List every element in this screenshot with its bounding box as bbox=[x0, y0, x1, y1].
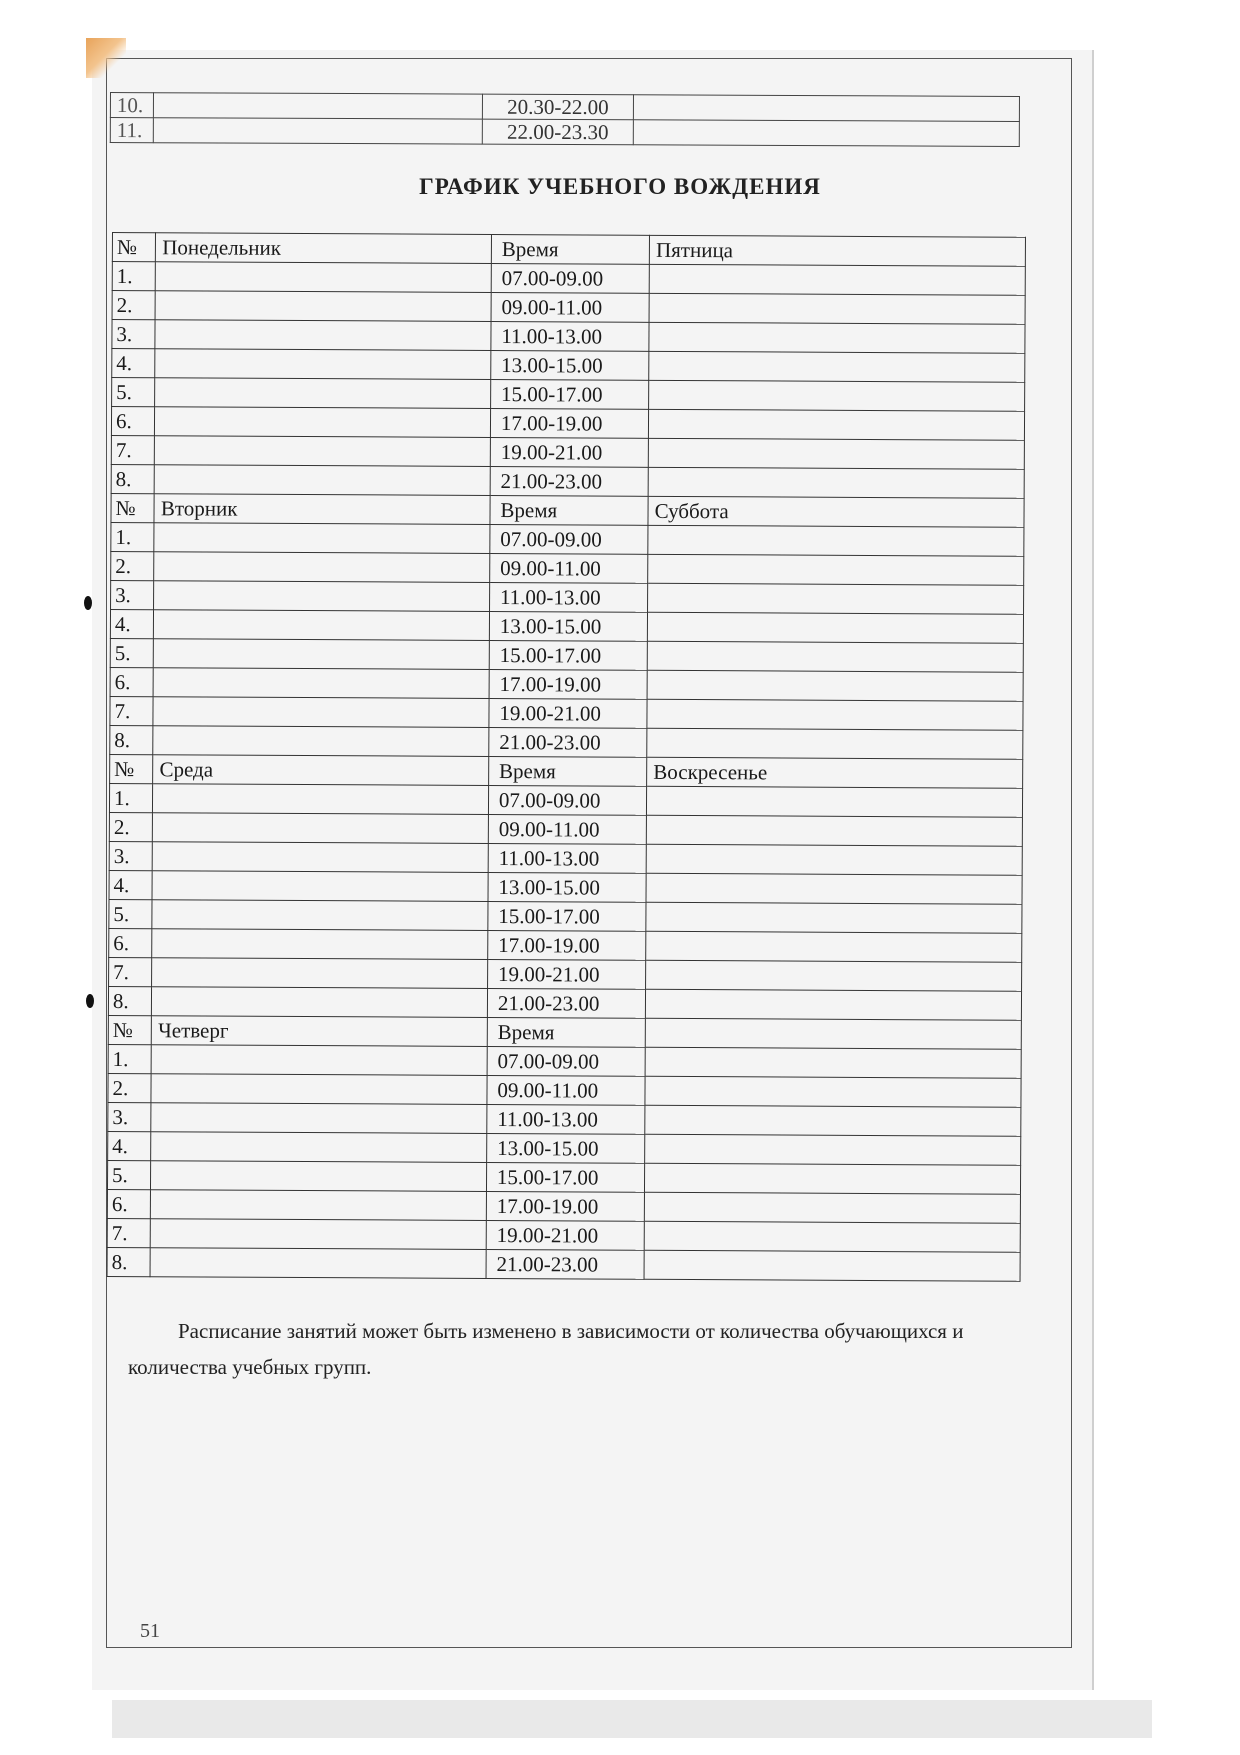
time-header: Время bbox=[487, 1017, 645, 1047]
time-cell: 07.00-09.00 bbox=[487, 1046, 645, 1076]
time-cell: 15.00-17.00 bbox=[490, 379, 648, 409]
row-number: 6. bbox=[107, 1189, 150, 1218]
schedule-cell bbox=[152, 929, 488, 960]
schedule-cell bbox=[152, 842, 488, 873]
schedule-cell bbox=[153, 726, 489, 757]
row-number: 8. bbox=[107, 1247, 150, 1276]
schedule-cell bbox=[155, 320, 491, 351]
day-label: Воскресенье bbox=[647, 757, 1023, 788]
schedule-cell bbox=[645, 1105, 1021, 1136]
table-row bbox=[107, 1160, 1020, 1194]
row-number: 1. bbox=[108, 1044, 151, 1073]
time-cell: 21.00-23.00 bbox=[490, 466, 648, 496]
row-number: 5. bbox=[112, 378, 155, 407]
schedule-cell bbox=[151, 1132, 487, 1163]
schedule-cell bbox=[152, 987, 488, 1018]
row-number: 1. bbox=[109, 783, 152, 812]
schedule-cell bbox=[151, 1190, 487, 1221]
schedule-cell bbox=[645, 1047, 1021, 1078]
table-row bbox=[111, 407, 1024, 441]
row-number: 6. bbox=[111, 407, 154, 436]
day-label: Понедельник bbox=[156, 233, 492, 264]
table-row bbox=[108, 1073, 1021, 1107]
schedule-cell bbox=[649, 409, 1025, 440]
time-cell: 11.00-13.00 bbox=[487, 1104, 645, 1134]
table-row bbox=[112, 320, 1025, 354]
schedule-cell bbox=[648, 554, 1024, 585]
schedule-cell bbox=[649, 293, 1025, 324]
time-cell: 22.00-23.30 bbox=[482, 119, 633, 145]
page-number: 51 bbox=[140, 1620, 160, 1642]
schedule-cell bbox=[153, 813, 489, 844]
day-label bbox=[645, 1018, 1021, 1049]
schedule-cell bbox=[155, 291, 491, 322]
time-cell: 09.00-11.00 bbox=[488, 814, 646, 844]
number-header: № bbox=[108, 1015, 151, 1044]
time-cell: 07.00-09.00 bbox=[488, 785, 646, 815]
table-row bbox=[109, 841, 1022, 875]
schedule-cell bbox=[646, 844, 1022, 875]
schedule-cell bbox=[151, 1045, 487, 1076]
table-row bbox=[108, 1131, 1021, 1165]
number-header: № bbox=[112, 233, 155, 262]
table-row bbox=[108, 1102, 1021, 1136]
schedule-cell bbox=[645, 1163, 1021, 1194]
table-row bbox=[111, 580, 1024, 614]
time-header: Время bbox=[491, 234, 649, 264]
time-cell: 07.00-09.00 bbox=[491, 263, 649, 293]
time-cell: 21.00-23.00 bbox=[487, 988, 645, 1018]
schedule-cell bbox=[649, 322, 1025, 353]
schedule-cell bbox=[155, 436, 491, 467]
row-number: 2. bbox=[108, 1073, 151, 1102]
table-row bbox=[111, 464, 1024, 498]
schedule-cell bbox=[649, 264, 1025, 295]
schedule-cell bbox=[153, 118, 482, 144]
schedule-cell bbox=[633, 120, 1019, 147]
day-label: Суббота bbox=[648, 496, 1024, 527]
day-header-row bbox=[112, 233, 1025, 267]
binding-hole bbox=[84, 596, 92, 610]
row-number: 1. bbox=[111, 522, 154, 551]
schedule-cell bbox=[155, 349, 491, 380]
table-row bbox=[109, 899, 1022, 933]
row-number: 3. bbox=[111, 580, 154, 609]
time-cell: 13.00-15.00 bbox=[489, 611, 647, 641]
time-cell: 11.00-13.00 bbox=[488, 843, 646, 873]
schedule-cell bbox=[153, 784, 489, 815]
driving-schedule-table bbox=[107, 232, 1026, 1282]
schedule-cell bbox=[153, 668, 489, 699]
row-number: 3. bbox=[112, 320, 155, 349]
row-number: 1. bbox=[112, 262, 155, 291]
schedule-cell bbox=[647, 728, 1023, 759]
schedule-cell bbox=[645, 1076, 1021, 1107]
table-row bbox=[109, 870, 1022, 904]
time-cell: 13.00-15.00 bbox=[491, 350, 649, 380]
table-row bbox=[111, 435, 1024, 469]
time-cell: 11.00-13.00 bbox=[489, 582, 647, 612]
row-number: 4. bbox=[108, 1131, 151, 1160]
schedule-cell bbox=[647, 641, 1023, 672]
schedule-cell bbox=[151, 1219, 487, 1250]
row-number: 8. bbox=[110, 725, 153, 754]
row-number: 4. bbox=[110, 609, 153, 638]
schedule-cell bbox=[645, 989, 1021, 1020]
binding-hole bbox=[86, 994, 94, 1008]
schedule-cell bbox=[152, 958, 488, 989]
number-header: № bbox=[111, 493, 154, 522]
table-row bbox=[112, 291, 1025, 325]
page-title: ГРАФИК УЧЕБНОГО ВОЖДЕНИЯ bbox=[419, 174, 821, 199]
time-cell: 17.00-19.00 bbox=[489, 669, 647, 699]
schedule-cell bbox=[648, 525, 1024, 556]
row-number: 6. bbox=[109, 928, 152, 957]
table-row bbox=[109, 928, 1022, 962]
table-row bbox=[109, 783, 1022, 817]
time-header: Время bbox=[490, 495, 648, 525]
table-row bbox=[108, 986, 1021, 1020]
schedule-cell bbox=[647, 786, 1023, 817]
row-number: 7. bbox=[110, 696, 153, 725]
schedule-cell bbox=[154, 465, 490, 496]
schedule-cell bbox=[649, 380, 1025, 411]
day-label: Среда bbox=[153, 755, 489, 786]
schedule-cell bbox=[155, 407, 491, 438]
table-row bbox=[112, 262, 1025, 296]
schedule-cell bbox=[152, 900, 488, 931]
schedule-cell bbox=[154, 610, 490, 641]
time-cell: 13.00-15.00 bbox=[488, 872, 646, 902]
previous-table-continuation bbox=[110, 92, 1020, 147]
schedule-cell bbox=[155, 378, 491, 409]
table-row bbox=[108, 1044, 1021, 1078]
time-cell: 15.00-17.00 bbox=[486, 1162, 644, 1192]
day-header-row bbox=[111, 493, 1024, 527]
schedule-cell bbox=[646, 902, 1022, 933]
table-row bbox=[110, 638, 1023, 672]
schedule-cell bbox=[648, 467, 1024, 498]
row-number: 11. bbox=[110, 118, 153, 143]
day-label: Вторник bbox=[154, 494, 490, 525]
schedule-cell bbox=[151, 1074, 487, 1105]
table-row bbox=[109, 812, 1022, 846]
row-number: 3. bbox=[109, 841, 152, 870]
table-row bbox=[110, 667, 1023, 701]
schedule-cell bbox=[633, 95, 1019, 122]
row-number: 7. bbox=[109, 957, 152, 986]
time-cell: 17.00-19.00 bbox=[490, 408, 648, 438]
time-cell: 21.00-23.00 bbox=[486, 1249, 644, 1279]
schedule-cell bbox=[648, 583, 1024, 614]
scan-background bbox=[0, 0, 96, 1755]
folded-corner bbox=[86, 38, 126, 78]
table-row bbox=[110, 118, 1019, 147]
row-number: 4. bbox=[109, 870, 152, 899]
page-edge bbox=[112, 1700, 1152, 1738]
table-row bbox=[107, 1189, 1020, 1223]
row-number: 6. bbox=[110, 667, 153, 696]
table-row bbox=[107, 1247, 1020, 1281]
row-number: 8. bbox=[108, 986, 151, 1015]
time-cell: 09.00-11.00 bbox=[487, 1075, 645, 1105]
table-row bbox=[111, 551, 1024, 585]
row-number: 7. bbox=[111, 435, 154, 464]
time-cell: 13.00-15.00 bbox=[487, 1133, 645, 1163]
schedule-cell bbox=[647, 612, 1023, 643]
number-header: № bbox=[110, 754, 153, 783]
table-row bbox=[109, 957, 1022, 991]
table-row bbox=[110, 609, 1023, 643]
table-row bbox=[110, 696, 1023, 730]
schedule-cell bbox=[152, 871, 488, 902]
schedule-cell bbox=[644, 1192, 1020, 1223]
time-cell: 17.00-19.00 bbox=[486, 1191, 644, 1221]
schedule-cell bbox=[154, 523, 490, 554]
time-cell: 19.00-21.00 bbox=[489, 698, 647, 728]
time-cell: 20.30-22.00 bbox=[482, 94, 633, 120]
day-header-row bbox=[110, 754, 1023, 788]
day-label: Пятница bbox=[649, 235, 1025, 266]
row-number: 2. bbox=[111, 551, 154, 580]
schedule-cell bbox=[644, 1250, 1020, 1281]
row-number: 5. bbox=[110, 638, 153, 667]
table-row bbox=[112, 349, 1025, 383]
schedule-cell bbox=[151, 1103, 487, 1134]
row-number: 2. bbox=[112, 291, 155, 320]
time-cell: 19.00-21.00 bbox=[487, 959, 645, 989]
schedule-cell bbox=[154, 552, 490, 583]
schedule-cell bbox=[154, 581, 490, 612]
time-cell: 17.00-19.00 bbox=[488, 930, 646, 960]
day-header-row bbox=[108, 1015, 1021, 1049]
schedule-cell bbox=[645, 1134, 1021, 1165]
table-row bbox=[112, 378, 1025, 412]
schedule-cell bbox=[156, 262, 492, 293]
time-cell: 19.00-21.00 bbox=[486, 1220, 644, 1250]
time-cell: 07.00-09.00 bbox=[490, 524, 648, 554]
time-cell: 11.00-13.00 bbox=[491, 321, 649, 351]
time-cell: 09.00-11.00 bbox=[490, 553, 648, 583]
schedule-cell bbox=[648, 438, 1024, 469]
time-cell: 19.00-21.00 bbox=[490, 437, 648, 467]
table-row bbox=[110, 725, 1023, 759]
row-number: 5. bbox=[109, 899, 152, 928]
schedule-cell bbox=[646, 931, 1022, 962]
row-number: 4. bbox=[112, 349, 155, 378]
schedule-cell bbox=[649, 351, 1025, 382]
schedule-cell bbox=[151, 1161, 487, 1192]
row-number: 7. bbox=[107, 1218, 150, 1247]
schedule-cell bbox=[647, 670, 1023, 701]
schedule-cell bbox=[646, 815, 1022, 846]
day-label: Четверг bbox=[152, 1016, 488, 1047]
time-header: Время bbox=[488, 756, 646, 786]
schedule-note: Расписание занятий может быть изменено в зависимости от количества обучающихся и количества учебных групп. bbox=[128, 1319, 964, 1379]
row-number: 3. bbox=[108, 1102, 151, 1131]
time-cell: 15.00-17.00 bbox=[489, 640, 647, 670]
time-cell: 09.00-11.00 bbox=[491, 292, 649, 322]
schedule-cell bbox=[644, 1221, 1020, 1252]
row-number: 2. bbox=[109, 812, 152, 841]
schedule-cell bbox=[647, 699, 1023, 730]
schedule-cell bbox=[646, 960, 1022, 991]
table-row bbox=[107, 1218, 1020, 1252]
schedule-cell bbox=[150, 1248, 486, 1279]
schedule-cell bbox=[153, 697, 489, 728]
schedule-cell bbox=[646, 873, 1022, 904]
row-number: 8. bbox=[111, 464, 154, 493]
table-row bbox=[111, 522, 1024, 556]
row-number: 10. bbox=[110, 93, 153, 118]
schedule-cell bbox=[154, 639, 490, 670]
row-number: 5. bbox=[107, 1160, 150, 1189]
time-cell: 15.00-17.00 bbox=[488, 901, 646, 931]
schedule-cell bbox=[153, 93, 482, 119]
time-cell: 21.00-23.00 bbox=[489, 727, 647, 757]
